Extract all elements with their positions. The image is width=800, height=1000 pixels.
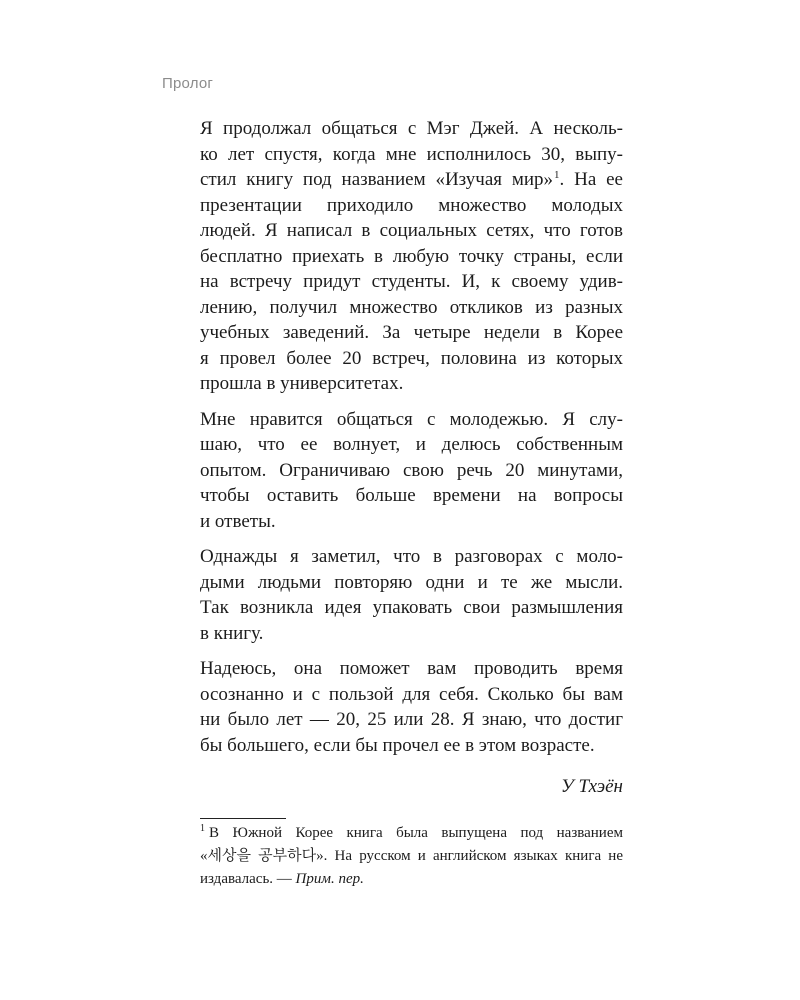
text-line: на встречу придут студенты. И, к своему удив- — [200, 271, 623, 292]
text-segment: стил книгу под названием «Изучая мир» — [200, 169, 554, 190]
text-line: людей. Я написал в социальных сетях, что готов — [200, 220, 623, 241]
text-line: Так возникла идея упаковать свои размышления — [200, 597, 623, 618]
text-line: ни было лет — 20, 25 или 28. Я знаю, что достиг — [200, 709, 623, 730]
text-line: Однажды я заметил, что в разговорах с моло- — [200, 546, 623, 567]
text-line: презентации приходило множество молодых — [200, 194, 623, 216]
text-segment: В Южной Корее книга была выпущена под названием — [209, 825, 623, 841]
footnote-line — [200, 868, 623, 891]
text-line: опытом. Ограничиваю свою речь 20 минутами, — [200, 459, 623, 481]
text-line: бесплатно приехать в любую точку страны, если — [200, 245, 623, 267]
paragraph — [200, 656, 623, 758]
footnote — [200, 822, 623, 891]
text-line: Мне нравится общаться с молодежью. Я слу- — [200, 408, 623, 430]
footnote-line — [200, 822, 623, 845]
text-line: я провел более 20 встреч, половина из которых — [200, 347, 623, 369]
text-segment: . На ее — [559, 169, 623, 190]
text-line: дыми людьми повторяю одни и те же мысли. — [200, 571, 623, 593]
author-signature: У Тхэён — [560, 776, 623, 797]
text-line: Надеюсь, она поможет вам проводить время — [200, 658, 623, 679]
text-line: чтобы оставить больше времени на вопросы — [200, 485, 623, 506]
footnote-marker: 1 — [200, 823, 205, 834]
text-segment: издавалась. — — [200, 871, 296, 887]
text-line: Я продолжал общаться с Мэг Джей. А несколь- — [200, 118, 623, 139]
paragraph — [200, 116, 623, 397]
text-line: в книгу. — [200, 622, 264, 644]
text-line: прошла в университетах. — [200, 373, 404, 394]
paragraph — [200, 407, 623, 535]
text-line: бы большего, если бы прочел ее в этом возрасте. — [200, 734, 595, 756]
text-line: лению, получил множество откликов из разных — [200, 296, 623, 318]
text-line — [200, 167, 623, 193]
footnote-line: «세상을 공부하다». На русском и английском языках книга не — [200, 848, 623, 864]
text-line: учебных заведений. За четыре недели в Корее — [200, 322, 623, 343]
text-line: осознанно и с пользой для себя. Сколько бы вам — [200, 683, 623, 705]
paragraph — [200, 544, 623, 646]
running-header: Пролог — [162, 75, 214, 92]
footnote-reference: 1 — [554, 168, 560, 181]
main-text — [200, 116, 623, 800]
text-line: ко лет спустя, когда мне исполнилось 30, выпу- — [200, 143, 623, 165]
footnote-separator — [200, 818, 286, 819]
text-line: шаю, что ее волнует, и делюсь собственным — [200, 434, 623, 455]
translator-note: Прим. пер. — [295, 871, 364, 887]
text-line: и ответы. — [200, 510, 276, 532]
